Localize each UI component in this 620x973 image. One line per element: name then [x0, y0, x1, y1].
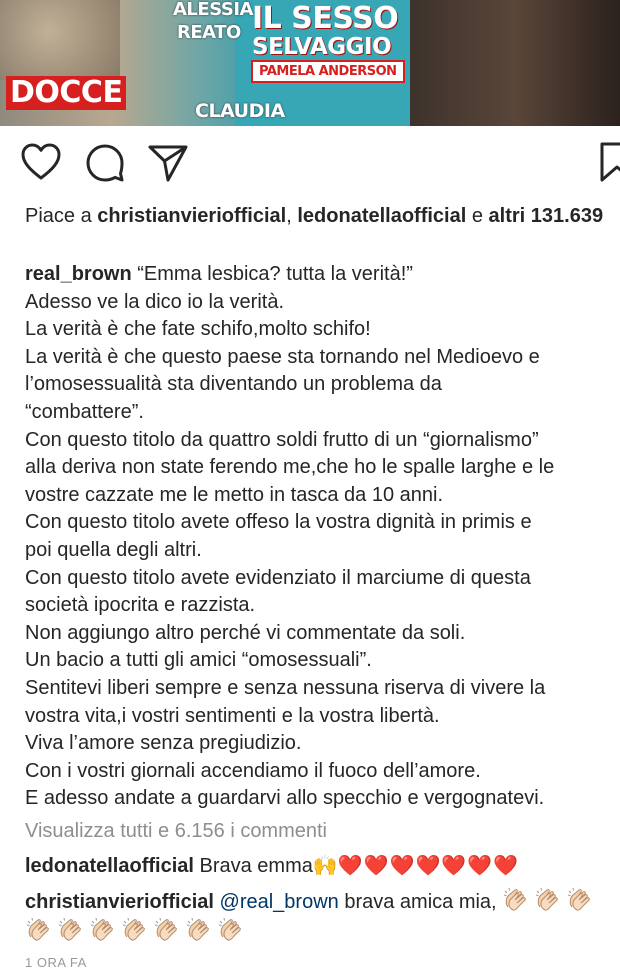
clapping-hands-emoji	[217, 917, 245, 943]
caption-line: Un bacio a tutti gli amici “omosessuali”.	[25, 649, 372, 672]
comment-text: brava amica mia,	[338, 891, 503, 913]
raised-hands-emoji: 🙌	[312, 853, 338, 877]
caption-line: Adesso ve la dico io la verità.	[25, 290, 285, 313]
post-caption	[25, 261, 620, 813]
photo-text-docce: DOCCE	[6, 76, 126, 110]
comment-item	[25, 851, 519, 881]
action-bar	[0, 140, 620, 186]
caption-first-line	[25, 261, 620, 289]
speech-bubble-icon	[82, 140, 126, 184]
caption-line: Con i vostri giornali accendiamo il fuoco dell’amore.	[25, 759, 481, 782]
comment-username-link[interactable]: ledonatellaofficial	[25, 855, 194, 877]
mention-link[interactable]: @real_brown	[219, 891, 339, 913]
caption-line: alla deriva non state ferendo me,che ho le spalle larghe e le	[25, 456, 555, 479]
caption-line: La verità è che fate schifo,molto schifo!	[25, 318, 371, 341]
save-button[interactable]	[596, 140, 620, 184]
bookmark-icon	[596, 140, 620, 184]
hearts-emoji: ❤️❤️❤️❤️❤️❤️❤️	[337, 853, 520, 877]
caption-username-link[interactable]: real_brown	[25, 263, 132, 285]
caption-line: vostra vita,i vostri sentimenti e la vostra libertà.	[25, 704, 440, 727]
post-timestamp: 1 ORA FA	[25, 955, 87, 970]
caption-line: “combattere”.	[25, 400, 144, 423]
share-button[interactable]	[146, 140, 190, 184]
caption-line: Non aggiungo altro perché vi commentate da soli.	[25, 621, 466, 644]
likes-summary[interactable]	[25, 203, 615, 229]
caption-line: poi quella degli altri.	[25, 538, 202, 561]
likes-others-link[interactable]: altri 131.639	[488, 205, 604, 227]
comment-button[interactable]	[82, 140, 126, 184]
photo-text-alessia: ALESSIA	[173, 0, 253, 20]
caption-line: società ipocrita e razzista.	[25, 594, 256, 617]
caption-line: E adesso andate a guardarvi allo specchio e vergognatevi.	[25, 787, 545, 810]
caption-title: “Emma lesbica? tutta la verità!”	[131, 263, 413, 285]
photo-text-reato: REATO	[177, 22, 241, 43]
caption-line: Sentitevi liberi sempre e senza nessuna riserva di vivere la	[25, 676, 546, 699]
caption-line: vostre cazzate me le metto in tasca da 10 anni.	[25, 483, 443, 506]
view-all-comments-link[interactable]: Visualizza tutti e 6.156 i commenti	[25, 820, 328, 842]
like-button[interactable]	[19, 140, 63, 184]
likes-separator: ,	[286, 205, 298, 227]
photo-dark-area	[410, 0, 620, 126]
heart-outline-icon	[19, 140, 63, 184]
clapping-hands-emoji	[25, 917, 53, 943]
paper-plane-icon	[146, 140, 190, 184]
caption-line: Con questo titolo avete offeso la vostra dignità in primis e	[25, 511, 532, 534]
liker-username-link[interactable]: ledonatellaofficial	[297, 205, 467, 227]
caption-line: l’omosessualità sta diventando un problema da	[25, 373, 442, 396]
liker-username-link[interactable]: christianvieriofficial	[97, 205, 287, 227]
photo-stone-wall	[0, 0, 120, 80]
post-image[interactable]	[0, 0, 620, 126]
clapping-hands-emoji	[185, 917, 213, 943]
clapping-hands-emoji	[121, 917, 149, 943]
caption-line: La verità è che questo paese sta tornando nel Medioevo e	[25, 345, 540, 368]
clapping-hands-emoji	[502, 887, 530, 913]
comment-username-link[interactable]: christianvieriofficial	[25, 891, 214, 913]
photo-text-claudia: CLAUDIA	[195, 100, 285, 122]
likes-and: e	[466, 205, 489, 227]
clapping-hands-emoji	[153, 917, 181, 943]
clapping-hands-emoji	[89, 917, 117, 943]
caption-line: Viva l’amore senza pregiudizio.	[25, 732, 302, 755]
photo-text-pamela: PAMELA ANDERSON	[251, 60, 405, 83]
clapping-hands-emoji	[566, 887, 594, 913]
caption-line: Con questo titolo avete evidenziato il marciume di questa	[25, 566, 531, 589]
comment-item	[25, 887, 620, 947]
likes-prefix: Piace a	[25, 205, 98, 227]
photo-text-sesso: IL SESSO	[252, 1, 399, 36]
photo-text-selvaggio: SELVAGGIO	[252, 34, 392, 60]
caption-line: Con questo titolo da quattro soldi frutto di un “giornalismo”	[25, 428, 539, 451]
clapping-hands-emoji	[57, 917, 85, 943]
comment-text: Brava emma	[193, 855, 313, 877]
clapping-hands-emoji	[534, 887, 562, 913]
